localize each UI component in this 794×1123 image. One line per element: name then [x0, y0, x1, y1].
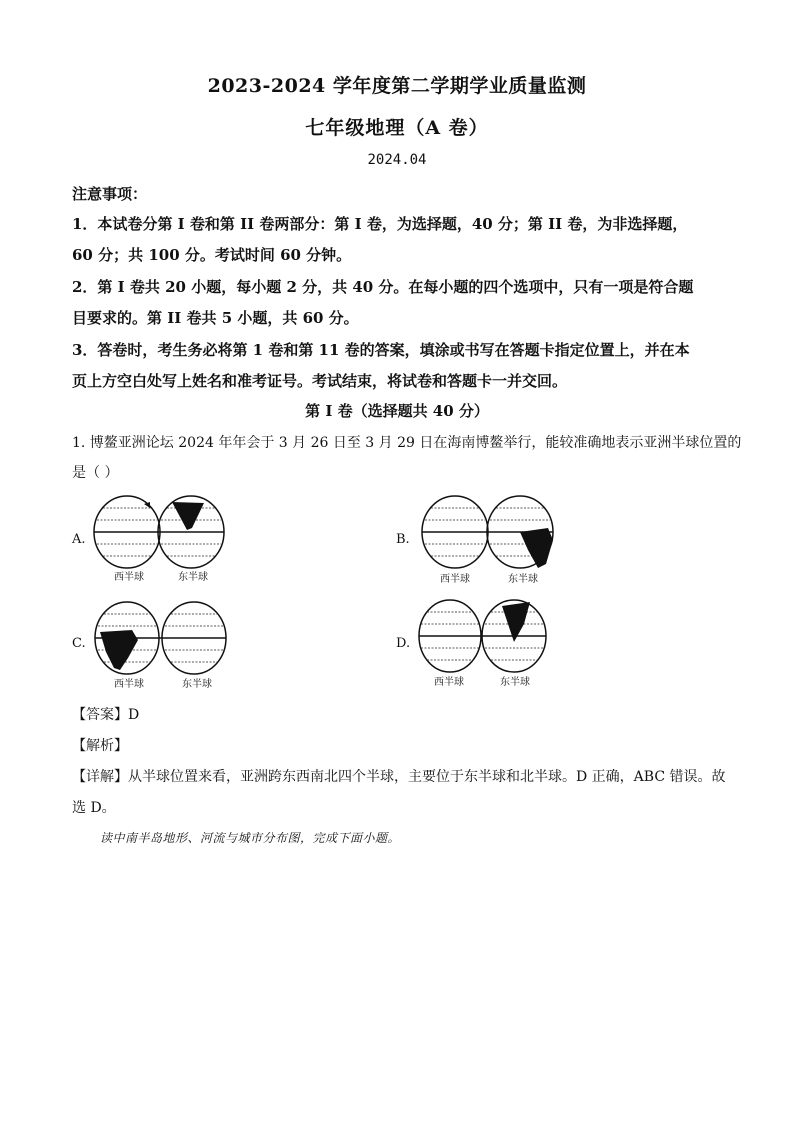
reading-instruction: 读中南半岛地形、河流与城市分布图，完成下面小题。	[100, 831, 401, 845]
option-b-label: B.	[396, 532, 410, 547]
section-title: 第 I 卷（选择题共 40 分）	[305, 402, 489, 420]
option-a-label: A.	[72, 532, 86, 547]
east-hemisphere-label: 东半球	[178, 572, 208, 583]
option-d-diagram	[418, 598, 558, 690]
exam-title: 2023-2024 学年度第二学期学业质量监测	[207, 75, 587, 97]
notice-heading: 注意事项：	[72, 185, 148, 203]
notice-line-4: 目要求的。第 II 卷共 5 小题，共 60 分。	[72, 309, 359, 327]
answer-line	[72, 704, 732, 724]
option-b-diagram	[420, 494, 560, 588]
west-hemisphere-label: 西半球	[440, 574, 470, 585]
option-a-diagram	[92, 494, 232, 584]
option-c-label: C.	[72, 636, 86, 651]
analysis-label: 【解析】	[72, 738, 128, 754]
option-d-label: D.	[396, 636, 411, 651]
east-hemisphere-label: 东半球	[182, 679, 212, 690]
notice-line-5: 3．答卷时，考生务必将第 1 卷和第 11 卷的答案，填涂或书写在答题卡指定位置上，并在本	[72, 341, 690, 359]
question-1-line-2: 是（ ）	[72, 465, 119, 481]
detail-line-1	[72, 766, 732, 786]
answer-value: D	[128, 707, 140, 723]
notice-line-2: 60 分；共 100 分。考试时间 60 分钟。	[72, 246, 352, 264]
question-1-line-1: 1. 博鳌亚洲论坛 2024 年年会于 3 月 26 日至 3 月 29 日在海南博鳌举行，能较准确地表示亚洲半球位置的	[72, 435, 742, 451]
west-hemisphere-label: 西半球	[114, 679, 144, 690]
detail-bracket: 【详解】	[72, 769, 128, 785]
east-hemisphere-label: 东半球	[508, 574, 538, 585]
detail-line-2: 选 D。	[72, 800, 116, 816]
notice-line-6: 页上方空白处写上姓名和准考证号。考试结束，将试卷和答题卡一并交回。	[72, 372, 568, 390]
exam-date: 2024.04	[367, 152, 427, 168]
notice-line-1: 1．本试卷分第 I 卷和第 II 卷两部分：第 I 卷，为选择题，40 分；第 II 卷，为非选择题，	[72, 215, 688, 233]
detail-text-1: 从半球位置来看，亚洲跨东西南北四个半球，主要位于东半球和北半球。D 正确，ABC 错误。故	[128, 769, 726, 785]
west-hemisphere-label: 西半球	[434, 677, 464, 688]
answer-bracket: 【答案】	[72, 707, 128, 723]
shaded-region	[520, 528, 553, 568]
east-hemisphere-label: 东半球	[500, 677, 530, 688]
shaded-region	[172, 502, 204, 530]
west-hemisphere-label: 西半球	[114, 572, 144, 583]
exam-subtitle: 七年级地理（A 卷）	[305, 117, 489, 139]
option-c-diagram	[94, 600, 234, 692]
notice-line-3: 2．第 I 卷共 20 小题，每小题 2 分，共 40 分。在每小题的四个选项中，只有一项是符合题	[72, 278, 694, 296]
